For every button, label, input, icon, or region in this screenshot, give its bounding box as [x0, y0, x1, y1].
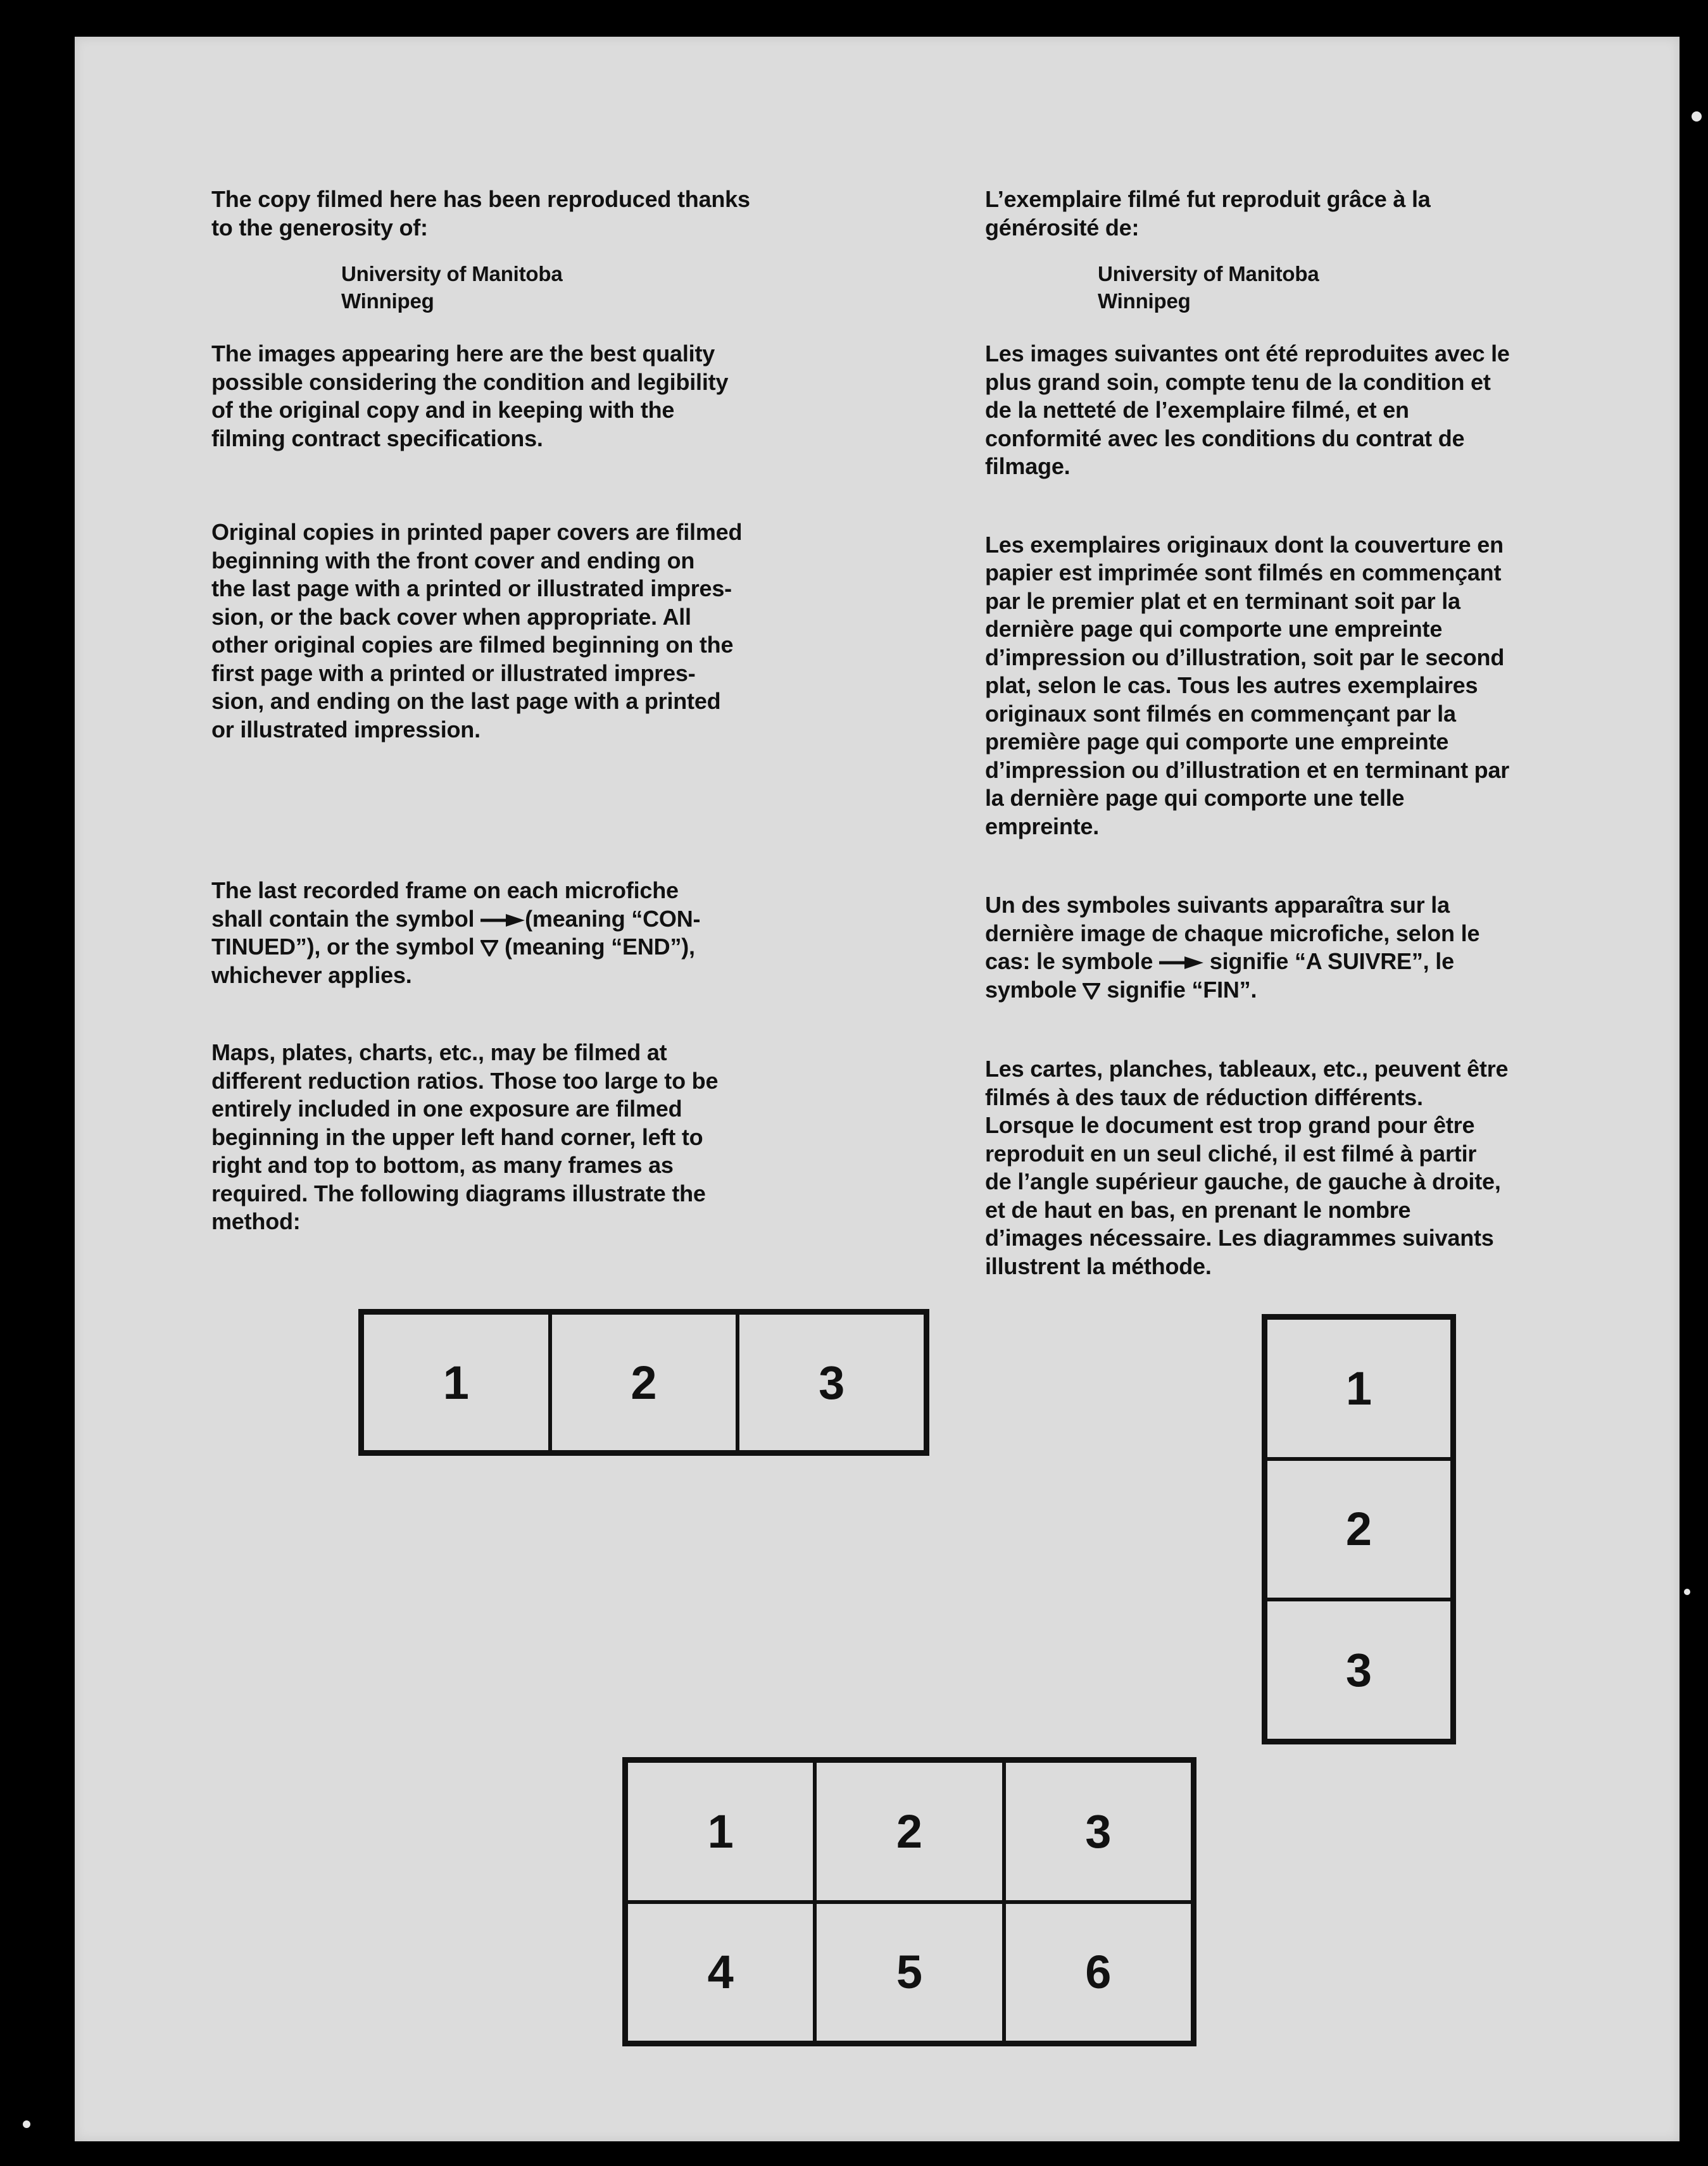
institution-name-en: University of Manitoba: [341, 262, 563, 285]
diagram-horizontal-3: [358, 1309, 929, 1456]
frame-cell: 1: [1265, 1318, 1452, 1459]
frame-cell: 2: [550, 1313, 738, 1452]
frame-cell: 1: [626, 1761, 815, 1902]
frame-cell: 6: [1004, 1902, 1193, 2043]
english-column: [211, 185, 895, 1236]
symbols-text-fr-c: signifie “FIN”.: [1100, 976, 1257, 1003]
french-column: [985, 185, 1643, 1280]
frame-cell: 4: [626, 1902, 815, 2043]
maps-paragraph-en: Maps, plates, charts, etc., may be filmed at different reduction ratios. Those too large to be entirely included in one exposure are filmed beginning in the upper left hand corner, left to right and top to bottom, as many frames as required. The following diagrams illustrate the method:: [211, 1039, 719, 1234]
diagram-grid-6: [622, 1757, 1196, 2046]
symbols-text-en-c: (meaning “END”), whichever applies.: [211, 934, 695, 988]
frame-cell: 2: [1265, 1459, 1452, 1600]
thanks-paragraph-fr: L’exemplaire filmé fut reproduit grâce à la générosité de:: [985, 186, 1431, 241]
triangle-down-icon: [480, 940, 498, 956]
thanks-paragraph-en: The copy filmed here has been reproduced thanks to the generosity of:: [211, 186, 750, 241]
originals-paragraph-fr: Les exemplaires originaux dont la couverture en papier est imprimée sont filmés en commençant par le premier plat et en terminant soit par la dernière page qui comporte une empreinte d’impression ou d’illustration, soit par le second plat, selon le cas. Tous les autres exemplaires originaux sont filmés en commençant par la première page qui comporte une empreinte d’impression ou d’illustration et en terminant par la dernière page qui comporte une telle empreinte.: [985, 531, 1510, 839]
frame-cell: 3: [738, 1313, 926, 1452]
arrow-icon: [480, 914, 525, 927]
arrow-icon: [1159, 956, 1203, 969]
maps-paragraph-fr: Les cartes, planches, tableaux, etc., peuvent être filmés à des taux de réduction différents. Lorsque le document est trop grand pour être reproduit en un seul cliché, il est filmé à partir de l’angle supérieur gauche, de gauche à droite, et de haut en bas, en prenant le nombre d’images nécessaire. Les diagrammes suivants illustrent la méthode.: [985, 1056, 1509, 1279]
film-speck: [1684, 1589, 1690, 1595]
diagram-vertical-3: [1262, 1314, 1456, 1744]
film-speck: [1692, 111, 1702, 122]
quality-paragraph-en: The images appearing here are the best quality possible considering the condition and legibility of the original copy and in keeping with the filming contract specifications.: [211, 341, 729, 451]
originals-paragraph-en: Original copies in printed paper covers are filmed beginning with the front cover and ending on the last page with a printed or illustrated impres- sion, or the back cover when appropriate. All other original copies are filmed beginning on the first page with a printed or illustrated impres- sion, and ending on the last page with a printed or illustrated impression.: [211, 519, 743, 742]
frame-cell: 2: [815, 1761, 1003, 1902]
institution-name-fr: University of Manitoba: [1098, 262, 1319, 285]
symbols-text-en-b: (meaning “CON- TINUED”), or the symbol: [211, 905, 701, 960]
film-speck: [23, 2120, 30, 2128]
frame-cell: 3: [1004, 1761, 1193, 1902]
institution-city-en: Winnipeg: [341, 289, 434, 313]
symbols-paragraph-fr: [985, 891, 1643, 1004]
frame-cell: 3: [1265, 1599, 1452, 1741]
symbols-text-en-a: The last recorded frame on each microfiche shall contain the symbol: [211, 877, 679, 932]
quality-paragraph-fr: Les images suivantes ont été reproduites avec le plus grand soin, compte tenu de la condition et de la netteté de l’exemplaire filmé, et en conformité avec les conditions du contrat de filmage.: [985, 341, 1510, 479]
frame-cell: 5: [815, 1902, 1003, 2043]
symbols-text-fr-a: Un des symboles suivants apparaîtra sur la dernière image de chaque microfiche, selon le cas: le symbole: [985, 892, 1480, 974]
frame-cell: 1: [362, 1313, 550, 1452]
symbols-paragraph-en: [211, 877, 895, 989]
triangle-down-icon: [1083, 983, 1100, 999]
institution-city-fr: Winnipeg: [1098, 289, 1191, 313]
symbols-text-fr-b: signifie “A SUIVRE”, le symbole: [985, 948, 1454, 1003]
